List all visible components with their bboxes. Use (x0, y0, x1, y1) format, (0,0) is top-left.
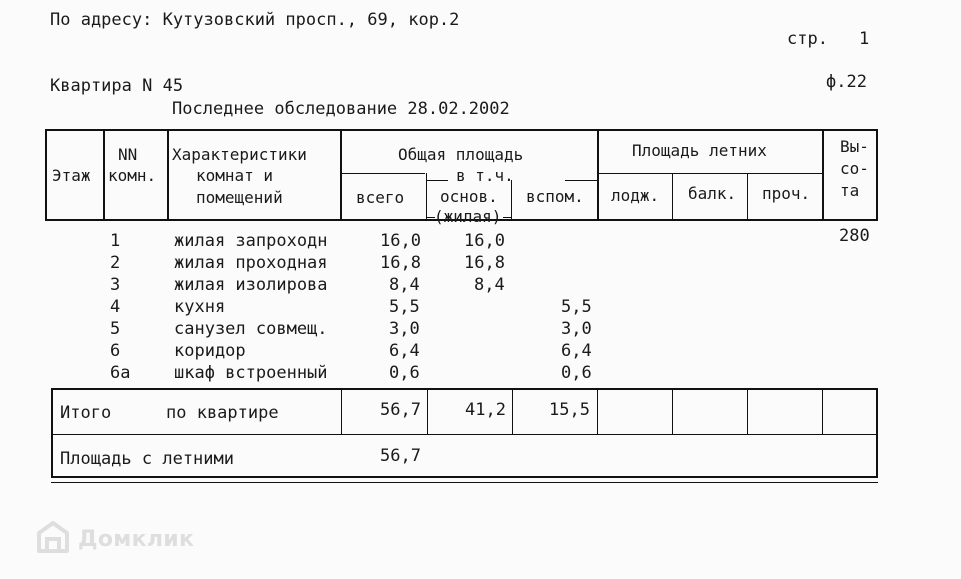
totals-label-apartment: по квартире (166, 403, 279, 423)
room-area-main: 8,4 (474, 275, 505, 295)
watermark-text: Домклик (78, 526, 195, 552)
col-area-main: основ. (440, 187, 498, 206)
col-nn: NN (118, 145, 138, 164)
room-area-aux: 0,6 (561, 363, 592, 383)
room-area-aux: 6,4 (561, 341, 592, 361)
page-number: 1 (859, 29, 870, 49)
col-balcony: балк. (688, 184, 737, 203)
col-nn-rooms: комн. (108, 166, 157, 185)
col-area-aux: вспом. (526, 187, 584, 206)
col-area-living: (жилая) (434, 207, 502, 226)
totals-area-all: 56,7 (380, 400, 421, 420)
col-floor: Этаж (52, 166, 91, 185)
totals-area-aux: 15,5 (549, 400, 590, 420)
col-characteristics: Характеристики (172, 145, 307, 164)
col-summer-area: Площадь летних (632, 141, 767, 160)
col-height-3: та (840, 181, 860, 200)
col-characteristics-2: комнат и (196, 166, 274, 185)
room-number: 3 (110, 275, 121, 295)
room-name: жилая изолирова (174, 275, 328, 295)
room-number: 4 (110, 297, 121, 317)
room-number: 5 (110, 319, 121, 339)
room-number: 2 (110, 253, 121, 273)
room-number: 6 (110, 341, 121, 361)
summer-area-total: 56,7 (380, 446, 421, 466)
ceiling-height-value: 280 (839, 226, 870, 246)
room-area-main: 16,0 (464, 231, 505, 251)
col-loggia: лодж. (611, 186, 660, 205)
col-including: в т.ч. (456, 166, 514, 185)
domclick-watermark (36, 520, 194, 558)
summer-area-label: Площадь с летними (60, 449, 234, 469)
totals-area-main: 41,2 (465, 400, 506, 420)
room-name: шкаф встроенный (174, 363, 328, 383)
room-area-aux: 5,5 (561, 297, 592, 317)
col-characteristics-3: помещений (196, 188, 283, 207)
room-area-total: 0,6 (389, 363, 420, 383)
room-area-aux: 3,0 (561, 319, 592, 339)
apartment-number: Квартира N 45 (50, 76, 184, 96)
page-label: стр. (787, 29, 828, 49)
room-name: санузел совмещ. (174, 319, 328, 339)
room-name: жилая проходная (174, 253, 328, 273)
room-area-total: 6,4 (389, 341, 420, 361)
room-name: жилая запроходн (174, 231, 328, 251)
room-number: 1 (110, 231, 121, 251)
room-area-total: 3,0 (389, 319, 420, 339)
room-area-total: 16,0 (380, 231, 421, 251)
address-line: По адресу: Кутузовский просп., 69, кор.2 (50, 10, 460, 30)
room-name: коридор (174, 341, 246, 361)
last-survey-date: Последнее обследование 28.02.2002 (172, 99, 510, 119)
room-name: кухня (174, 297, 226, 317)
room-area-total: 5,5 (389, 297, 420, 317)
col-height-1: Вы- (840, 137, 869, 156)
room-area-main: 16,8 (464, 253, 505, 273)
col-total-area: Общая площадь (398, 145, 524, 164)
room-area-total: 8,4 (389, 275, 420, 295)
col-height-2: со- (840, 159, 869, 178)
room-area-total: 16,8 (380, 253, 421, 273)
room-number: 6а (110, 363, 131, 383)
totals-label: Итого (60, 403, 112, 423)
domclick-house-icon (36, 520, 70, 558)
col-other: проч. (762, 184, 811, 203)
col-area-all: всего (356, 188, 405, 207)
form-number: ф.22 (826, 72, 867, 92)
